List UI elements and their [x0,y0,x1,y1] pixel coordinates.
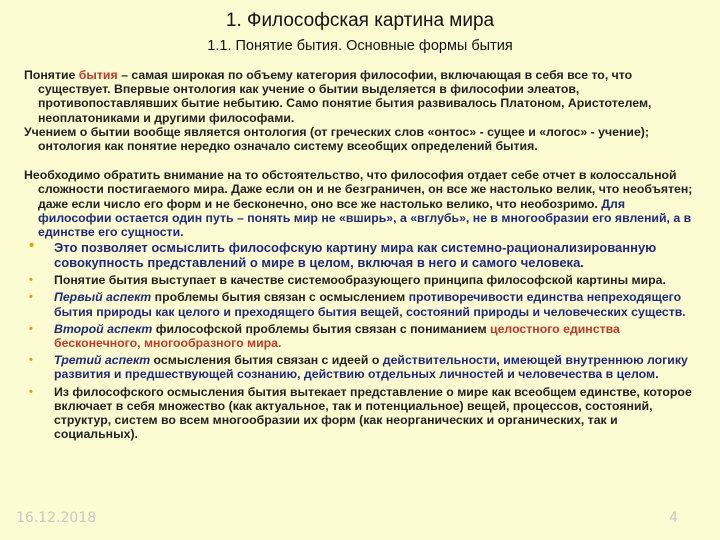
bullet-highlight: целостного единства бесконечного, многообразного мира. [54,321,620,351]
p1-text-a: Понятие [24,68,79,82]
bullet-highlight: противоречивости единства непреходящего бытия природы как целого и преходящего бытия вещей, состояний природы и человеческих существ. [54,290,686,319]
bullet-icon: • [29,354,33,367]
bullet-list [24,237,696,442]
slide-subtitle: 1.1. Понятие бытия. Основные формы бытия [207,38,513,54]
bullet-text: Из философского осмысления бытия вытекает представление о мире как всеобщем единстве, которое включает в себя множество (как актуальное, так и потенциальное) вещей, процессов, состояний, структур, систем во всем многообразии их форм (как неорганических и органических, так и социальных). [54,384,692,442]
bullet-icon: • [29,385,33,398]
bullet-text: Это позволяет осмыслить философскую картину мира как системно-рационализированную совокупность представлений о мире в целом, включая в него и самого человека. [54,240,657,270]
bullet-icon: • [29,237,35,255]
slide-title: 1. Философская картина мира [225,10,495,31]
list-item [24,353,696,381]
aspect-label: Первый аспект [54,290,152,305]
paragraph-world-complexity [24,168,696,239]
p2-text: Учением о бытии вообще является онтология (от греческих слов «онтос» - сущее и «логос» - учение); онтология как понятие нередко означало систему всеобщих определений бытия. [24,124,649,154]
list-item [24,237,696,270]
bullet-highlight: действительности, имеющей внутреннюю логику развития и предшествующей сознанию, действию отдельных личностей и человечества в целом. [54,353,688,382]
slide-body [24,68,696,444]
p3-highlight: Для философии остается один путь – понять мир не «вширь», а «вглубь», не в многообразии его явлений, а в единстве его сущности. [38,196,692,240]
p3-text-a: Необходимо обратить внимание на то обстоятельство, что философия отдает себе отчет в колоссальной сложности постигаемого мира. Даже если он и не безграничен, он все же настолько велик, что необъятен; даже если число его форм и не бесконечно, оно все же настолько велико, что необозримо. [24,168,693,211]
bullet-icon: • [29,322,33,335]
footer-date: 16.12.2018 [16,510,97,526]
list-item [24,322,696,350]
list-item [24,385,696,442]
bullet-icon: • [29,274,33,287]
aspect-label: Третий аспект [54,353,151,368]
bullet-text: Понятие бытия выступает в качестве системообразующего принципа философской картины мира. [54,273,666,288]
p1-highlight: бытия [78,68,118,82]
bullet-text: философской проблемы бытия связан с пониманием [152,321,491,336]
paragraph-ontology [24,125,696,153]
p1-text-c: – самая широкая по объему категория философии, включающая в себя все то, что существует. Впервые онтология как учение о бытии выделяется в философии элеатов, противопоставлявших бытие небытию. Само понятие бытия развивалось Платоном, Аристотелем, неоплатониками и другими философами. [38,68,652,125]
aspect-label: Второй аспект [54,321,153,336]
bullet-text: проблемы бытия связан с осмыслением [151,290,409,305]
bullet-text: осмысления бытия связан с идеей о [150,353,383,368]
bullet-icon: • [29,291,33,304]
list-item [24,290,696,318]
list-item [24,273,696,287]
page-number: 4 [669,510,678,526]
paragraph-being-concept [24,68,696,125]
